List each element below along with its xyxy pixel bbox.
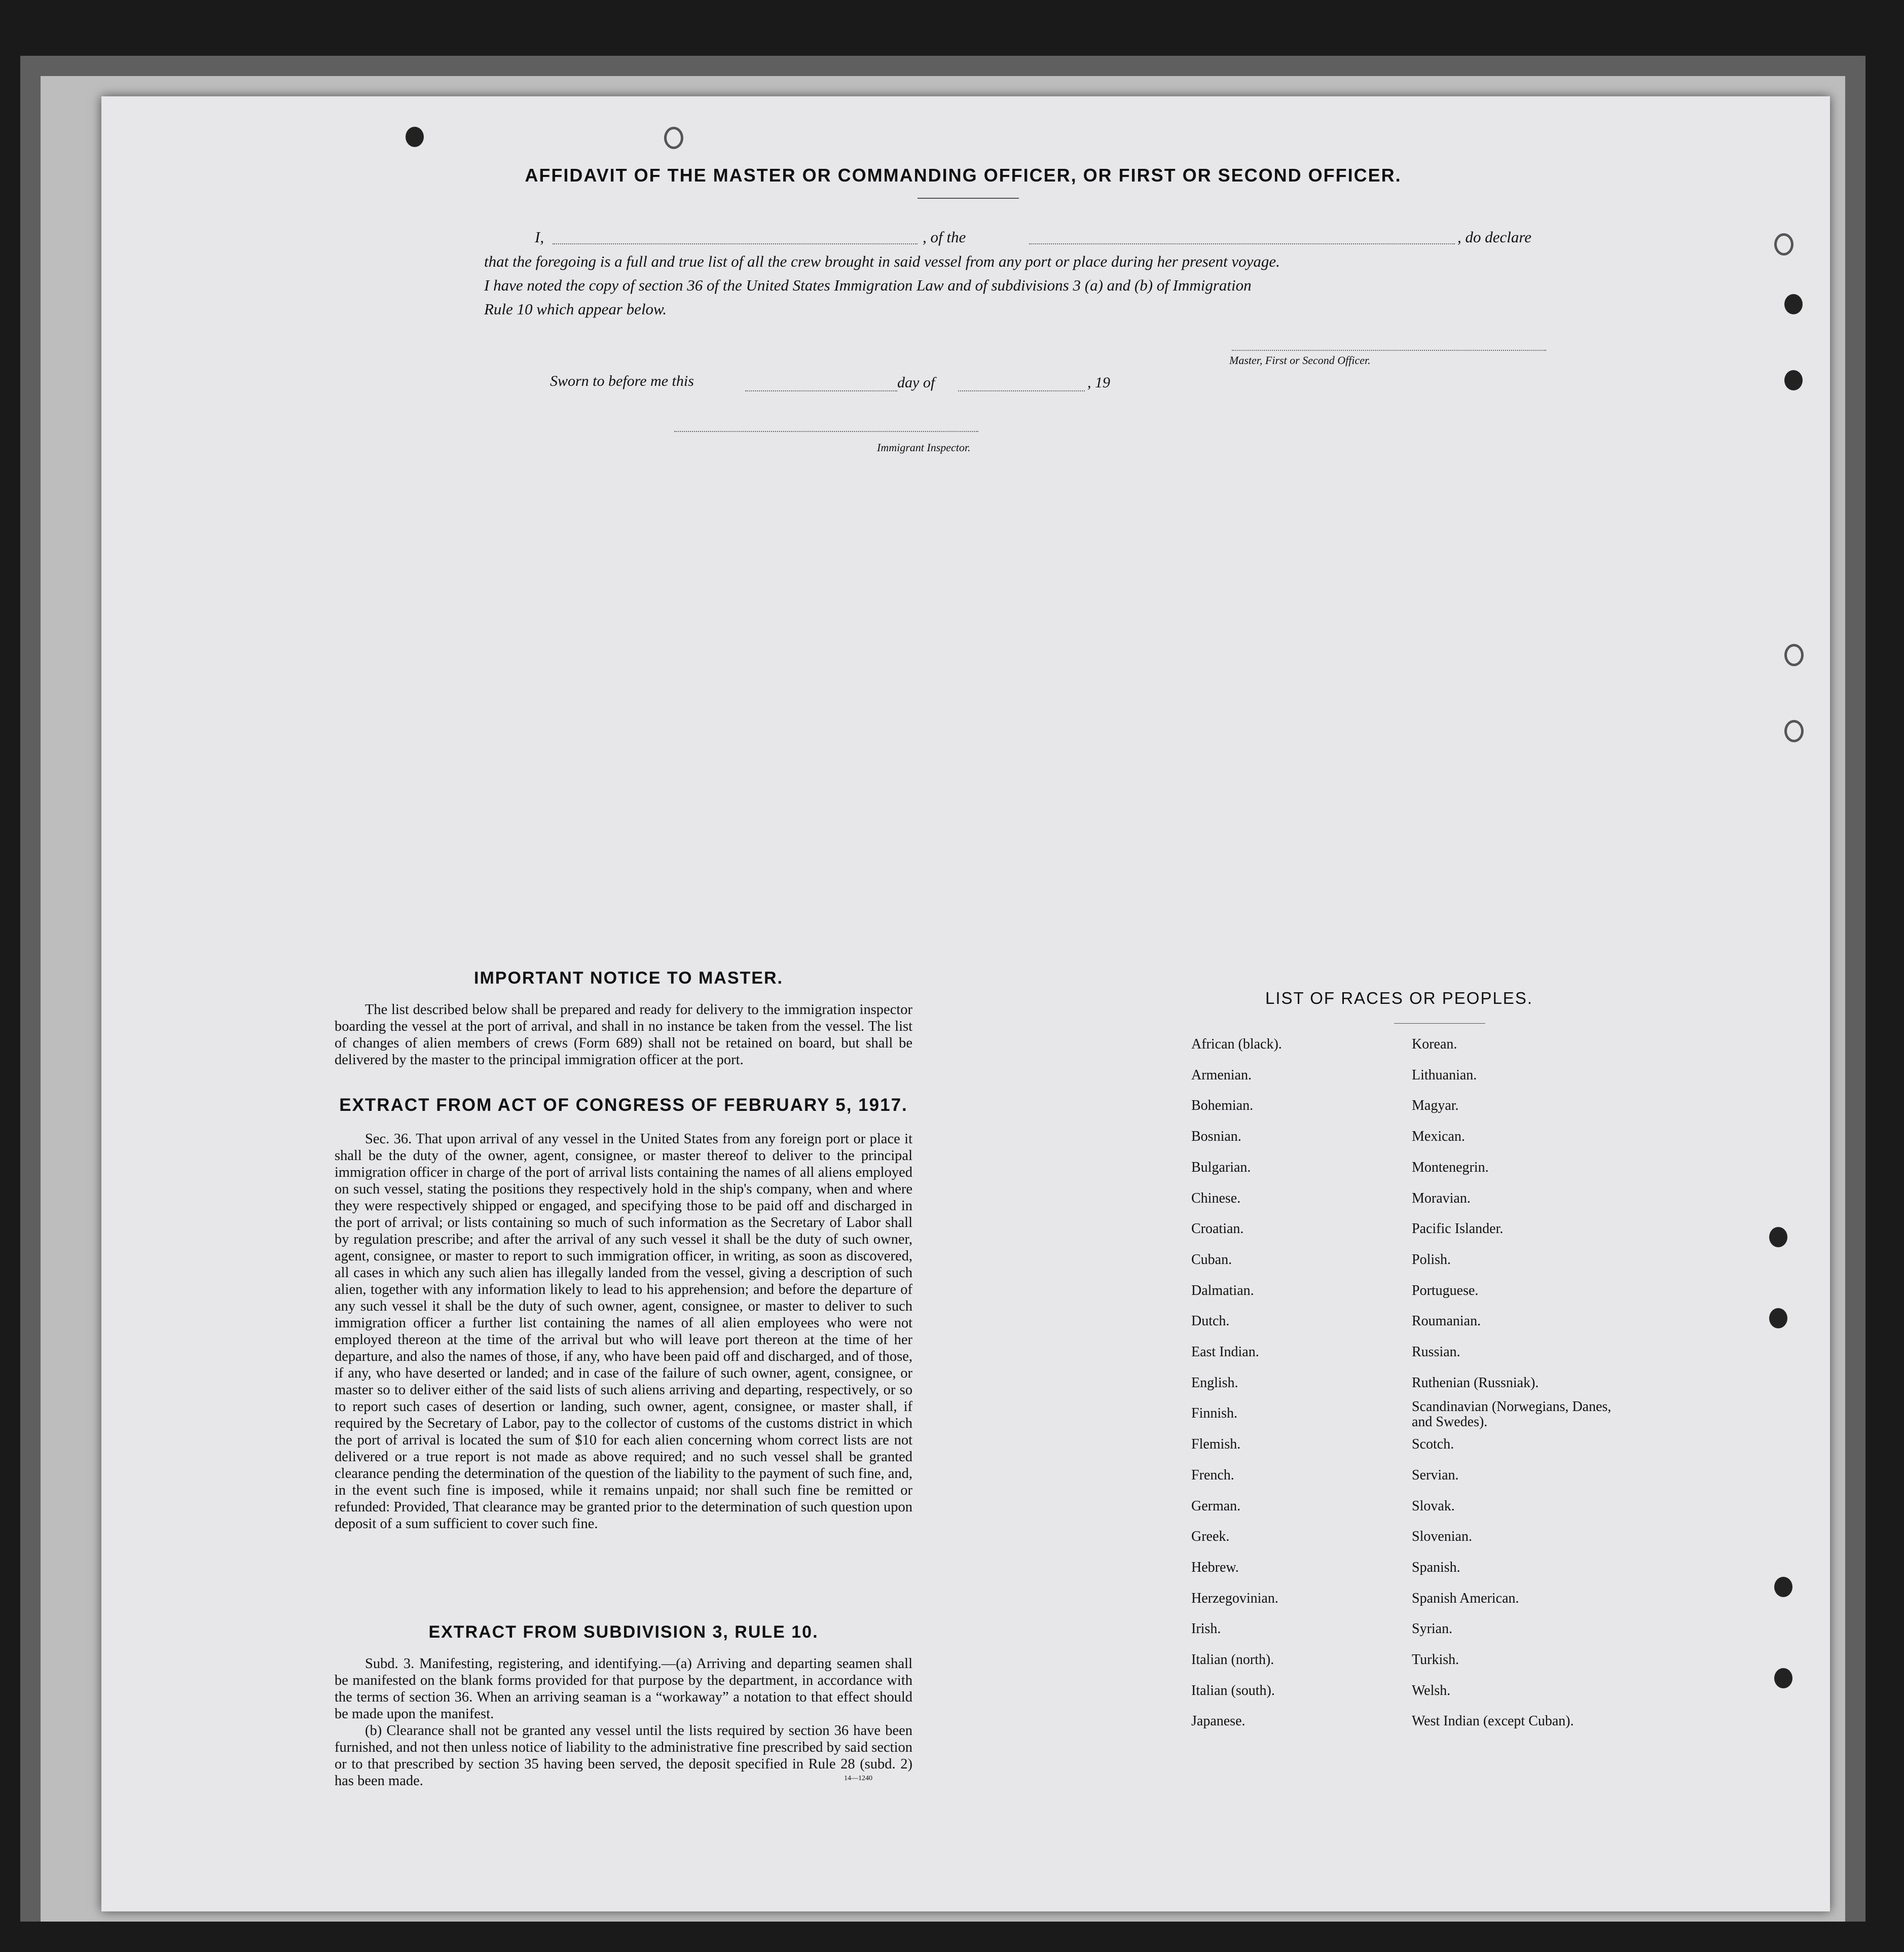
punch-hole xyxy=(1774,1577,1792,1597)
signature-line xyxy=(1232,350,1546,351)
race-item: Finnish. xyxy=(1191,1405,1238,1422)
race-item: Hebrew. xyxy=(1191,1559,1239,1575)
month-line xyxy=(958,390,1085,391)
punch-hole xyxy=(1784,294,1803,314)
vessel-line xyxy=(1029,243,1455,244)
races-title: LIST OF RACES OR PEOPLES. xyxy=(1265,989,1533,1007)
race-item: Moravian. xyxy=(1412,1190,1471,1206)
notice-paragraph xyxy=(335,1001,912,1068)
affidavit-line-3: I have noted the copy of section 36 of the United States Immigration Law and of subdivisions 3 (a) and (b) of Immigration xyxy=(484,276,1252,294)
inspector-label: Immigrant Inspector. xyxy=(877,441,971,454)
name-line xyxy=(553,243,918,244)
race-item: Croatian. xyxy=(1191,1221,1244,1237)
master-label: Master, First or Second Officer. xyxy=(1229,354,1371,367)
race-item: Chinese. xyxy=(1191,1190,1241,1206)
race-item: Armenian. xyxy=(1191,1067,1252,1083)
race-item: Irish. xyxy=(1191,1621,1221,1637)
race-item: Scandinavian (Norwegians, Danes, and Swedes). xyxy=(1412,1399,1612,1430)
punch-hole xyxy=(1774,1668,1792,1688)
title-rule xyxy=(918,198,1019,199)
punch-hole xyxy=(1769,1308,1787,1328)
race-item: English. xyxy=(1191,1375,1238,1391)
races-left-column xyxy=(1191,1029,1282,1737)
race-item: Slovak. xyxy=(1412,1498,1455,1514)
punch-hole xyxy=(1769,1227,1787,1247)
notice-text: The list described below shall be prepared and ready for delivery to the immigration inspector boarding the vessel at the port of arrival, and shall in no instance be taken from the vessel. The list of changes of alien members of crews (Form 689) shall not be retained on board, but shall be delivered by the master to the principal immigration officer at the port. xyxy=(335,1002,912,1068)
race-item: Lithuanian. xyxy=(1412,1067,1477,1083)
race-item: Korean. xyxy=(1412,1036,1457,1052)
affidavit-title: AFFIDAVIT OF THE MASTER OR COMMANDING OFFICER, OR FIRST OR SECOND OFFICER. xyxy=(525,165,1402,186)
race-item: Syrian. xyxy=(1412,1621,1453,1637)
day-of-text: day of xyxy=(897,374,935,391)
extract-rule-paragraph xyxy=(335,1655,912,1789)
inspector-line xyxy=(674,431,978,432)
race-item: Pacific Islander. xyxy=(1412,1221,1504,1237)
punch-hole xyxy=(406,127,424,147)
race-item: French. xyxy=(1191,1467,1234,1483)
notice-title: IMPORTANT NOTICE TO MASTER. xyxy=(474,968,783,988)
race-item: German. xyxy=(1191,1498,1241,1514)
race-item: Italian (north). xyxy=(1191,1652,1274,1668)
race-item: Slovenian. xyxy=(1412,1529,1472,1545)
races-rule xyxy=(1394,1023,1485,1024)
races-right-column xyxy=(1412,1029,1625,1737)
race-item: West Indian (except Cuban). xyxy=(1412,1713,1574,1729)
extract-act-title: EXTRACT FROM ACT OF CONGRESS OF FEBRUARY 5, 1917. xyxy=(339,1095,908,1115)
race-item: Servian. xyxy=(1412,1467,1459,1483)
affidavit-declare: , do declare xyxy=(1457,228,1532,246)
race-item: Greek. xyxy=(1191,1529,1230,1545)
race-item: Bulgarian. xyxy=(1191,1159,1251,1175)
race-item: Russian. xyxy=(1412,1344,1460,1360)
race-item: Polish. xyxy=(1412,1251,1451,1268)
race-item: Italian (south). xyxy=(1191,1682,1275,1698)
race-item: Turkish. xyxy=(1412,1652,1459,1668)
affidavit-line-2: that the foregoing is a full and true list of all the crew brought in said vessel from any port or place during her present voyage. xyxy=(484,252,1280,270)
affidavit-line-4: Rule 10 which appear below. xyxy=(484,300,667,318)
document-page xyxy=(101,96,1830,1911)
race-item: Roumanian. xyxy=(1412,1313,1481,1329)
punch-hole xyxy=(1784,644,1804,666)
punch-hole xyxy=(664,127,683,149)
race-item: Spanish. xyxy=(1412,1559,1460,1575)
affidavit-i: I, xyxy=(535,228,544,246)
extract-rule-text-b: (b) Clearance shall not be granted any vessel until the lists required by section 36 have been furnished, and not then unless notice of liability to the administrative fine prescribed by said section or to that prescribed by section 35 having been served, the deposit specified in Rule 28 (subd. 2) has been made. xyxy=(335,1723,912,1789)
race-item: Dutch. xyxy=(1191,1313,1230,1329)
race-item: Flemish. xyxy=(1191,1436,1241,1453)
race-item: Magyar. xyxy=(1412,1098,1459,1114)
extract-rule-text-a: Subd. 3. Manifesting, registering, and identifying.—(a) Arriving and departing seamen shall be manifested on the blank forms provided for that purpose by the department, in accordance with the terms of section 36. When an arriving seaman is a “workaway” a notation to that effect should be made upon the manifest. xyxy=(335,1656,912,1722)
race-item: Spanish American. xyxy=(1412,1590,1519,1606)
race-item: Montenegrin. xyxy=(1412,1159,1489,1175)
punch-hole xyxy=(1784,720,1804,742)
sworn-text: Sworn to before me this xyxy=(550,373,694,389)
race-item: African (black). xyxy=(1191,1036,1282,1052)
race-item: Portuguese. xyxy=(1412,1282,1479,1298)
race-item: Ruthenian (Russniak). xyxy=(1412,1375,1539,1391)
race-item: Herzegovinian. xyxy=(1191,1590,1278,1606)
extract-rule-title: EXTRACT FROM SUBDIVISION 3, RULE 10. xyxy=(428,1622,819,1642)
punch-hole xyxy=(1774,233,1793,256)
race-item: Welsh. xyxy=(1412,1682,1451,1698)
race-item: Japanese. xyxy=(1191,1713,1246,1729)
form-number: 14—1240 xyxy=(844,1775,872,1782)
day-line xyxy=(745,390,897,391)
affidavit-of-the: , of the xyxy=(923,228,966,246)
race-item: East Indian. xyxy=(1191,1344,1259,1360)
race-item: Bohemian. xyxy=(1191,1098,1254,1114)
extract-act-text: Sec. 36. That upon arrival of any vessel in the United States from any foreign port or place it shall be the duty of the owner, agent, consignee, or master thereof to deliver to the principal immigration officer in charge of the port of arrival lists containing the names of all aliens employed on such vessel, stating the positions they respectively hold in the ship's company, when and where they were respectively shipped or engaged, and specifying those to be paid off and discharged in the port of arrival; or lists containing so much of such information as the Secretary of Labor shall by regulation prescribe; and after the arrival of any such vessel it shall be the duty of such owner, agent, consignee, or master to report to such immigration officer, in writing, as soon as discovered, all cases in which any such alien has illegally landed from the vessel, giving a description of such alien, together with any information likely to lead to his apprehension; and before the departure of any such vessel it shall be the duty of such owner, agent, consignee, or master to deliver to such immigration officer a further list containing the names of all alien employees who were not employed thereon at the time of the arrival but who will leave port thereon at the time of her departure, and also the names of those, if any, who have been paid off and discharged, and of those, if any, who have deserted or landed; and in case of the failure of such owner, agent, consignee, or master so to deliver either of the said lists of such aliens arriving and departing, respectively, or so to report such cases of desertion or landing, such owner, agent, consignee, or master shall, if required by the Secretary of Labor, pay to the collector of customs of the customs district in which the port of arrival is located the sum of $10 for each alien concerning whom correct lists are not delivered or a true report is not made as above required; and no such vessel shall be granted clearance pending the determination of the question of the liability to the payment of such fine, and, in the event such fine is imposed, while it remains unpaid; nor shall such fine be remitted or refunded: Provided, That clearance may be granted prior to the determination of such question upon deposit of a sum sufficient to cover such fine. xyxy=(335,1131,912,1532)
extract-act-paragraph xyxy=(335,1131,912,1532)
race-item: Dalmatian. xyxy=(1191,1282,1254,1298)
race-item: Bosnian. xyxy=(1191,1129,1241,1145)
race-item: Cuban. xyxy=(1191,1251,1232,1268)
race-item: Scotch. xyxy=(1412,1436,1454,1453)
race-item: Mexican. xyxy=(1412,1129,1465,1145)
year-text: , 19 xyxy=(1087,374,1110,391)
punch-hole xyxy=(1784,370,1803,390)
